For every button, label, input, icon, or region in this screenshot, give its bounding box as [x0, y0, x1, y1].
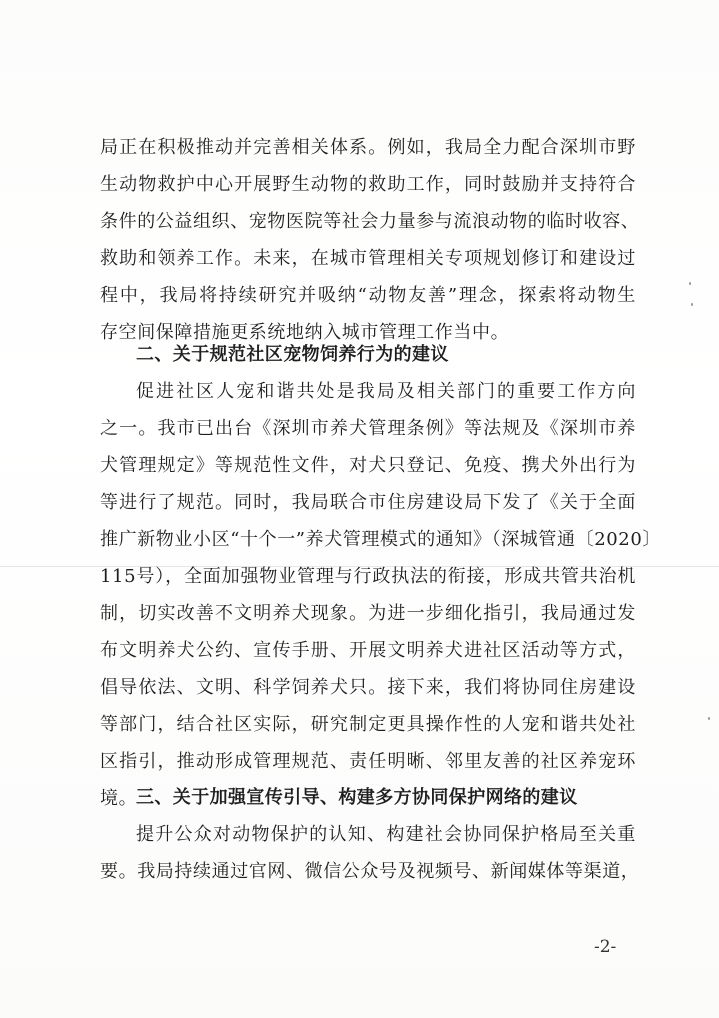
- paragraph-line: 境。: [100, 788, 138, 809]
- paragraph-line: 等进行了规范。同时，我局联合市住房建设局下发了《关于全面: [100, 492, 636, 513]
- paragraph-line: 区指引，推动形成管理规范、责任明晰、邻里友善的社区养宠环: [100, 751, 636, 772]
- paragraph-line: 条件的公益组织、宠物医院等社会力量参与流浪动物的临时收容、: [100, 211, 640, 232]
- paragraph-line: 要。我局持续通过官网、微信公众号及视频号、新闻媒体等渠道，: [100, 861, 640, 882]
- paragraph-line: 促进社区人宠和谐共处是我局及相关部门的重要工作方向: [136, 381, 636, 402]
- paragraph-line: 局正在积极推动并完善相关体系。例如，我局全力配合深圳市野: [100, 137, 636, 158]
- paragraph-line: 救助和领养工作。未来，在城市管理相关专项规划修订和建设过: [100, 248, 636, 269]
- paragraph-line: 程中，我局将持续研究并吸纳“动物友善”理念，探索将动物生: [100, 285, 636, 306]
- section-heading-3: 三、关于加强宣传引导、构建多方协同保护网络的建议: [136, 787, 578, 808]
- paragraph-line: 推广新物业小区“十个一”养犬管理模式的通知》（深城管通〔2020〕: [100, 529, 662, 550]
- paragraph-line: 之一。我市已出台《深圳市养犬管理条例》等法规及《深圳市养: [100, 418, 636, 439]
- paragraph-line: 等部门，结合社区实际，研究制定更具操作性的人宠和谐共处社: [100, 714, 636, 735]
- paragraph-line: 倡导依法、文明、科学饲养犬只。接下来，我们将协同住房建设: [100, 677, 636, 698]
- scan-speck: [689, 282, 691, 285]
- page-number: -2-: [594, 937, 617, 957]
- paragraph-line: 制，切实改善不文明养犬现象。为进一步细化指引，我局通过发: [100, 603, 636, 624]
- paragraph-line: 提升公众对动物保护的认知、构建社会协同保护格局至关重: [136, 824, 636, 845]
- paragraph-line: 115号），全面加强物业管理与行政执法的衔接，形成共管共治机: [100, 566, 636, 587]
- section-heading-2: 二、关于规范社区宠物饲养行为的建议: [136, 344, 449, 365]
- paragraph-line: 存空间保障措施更系统地纳入城市管理工作当中。: [100, 322, 510, 343]
- scan-speck: [708, 717, 710, 720]
- scan-speck: [691, 303, 693, 306]
- paragraph-line: 布文明养犬公约、宣传手册、开展文明养犬进社区活动等方式，: [100, 640, 636, 661]
- paragraph-line: 犬管理规定》等规范性文件，对犬只登记、免疫、携犬外出行为: [100, 455, 636, 476]
- paragraph-line: 生动物救护中心开展野生动物的救助工作，同时鼓励并支持符合: [100, 174, 636, 195]
